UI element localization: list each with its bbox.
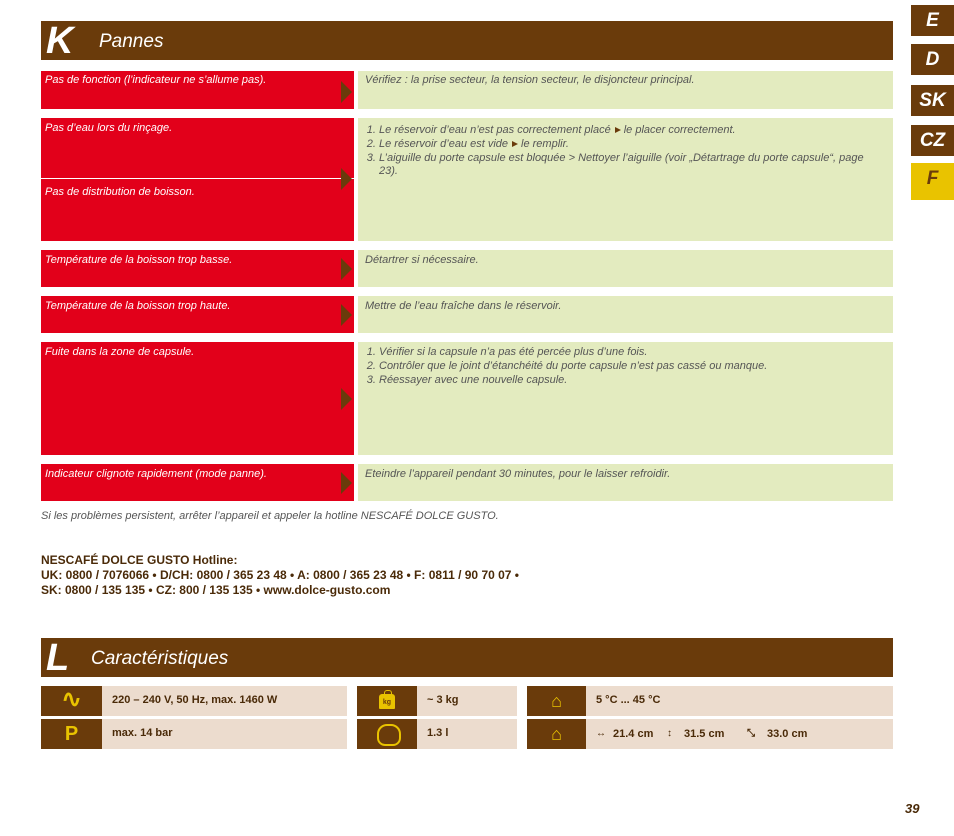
problem-text: Pas de distribution de boisson. [45,186,195,198]
width-icon: ↔ [596,728,606,739]
problem-text: Pas de fonction (l’indicateur ne s’allume pas). [45,74,267,86]
tab-f[interactable]: F [911,163,954,200]
note-text: Si les problèmes persistent, arrêter l’appareil et appeler la hotline NESCAFÉ DOLCE GUSTO. [41,510,499,522]
fault-problem [41,250,354,287]
problem-text: Indicateur clignote rapidement (mode panne). [45,468,267,480]
solution-list [365,124,885,179]
list-item: 1. Vérifier si la capsule n’a pas été percée plus d’une fois. [379,346,885,360]
solution-text: Eteindre l’appareil pendant 30 minutes, pour le laisser refroidir. [365,468,671,480]
arrow-icon [615,127,621,133]
list-item: 3. L’aiguille du porte capsule est bloquée > Nettoyer l’aiguille (voir „Détartrage du porte capsule“, page 23). [379,152,885,180]
spec-row-pressure [41,719,347,749]
height-icon: ↕ [667,728,672,739]
spec-depth: 33.0 cm [767,728,808,740]
fault-solution [358,342,893,455]
fault-problem [41,71,354,109]
spec-width: 21.4 cm [613,728,654,740]
solution-list [365,346,885,387]
spec-row-temperature [527,686,893,716]
tab-cz[interactable]: CZ [911,125,954,156]
problem-text: Pas d’eau lors du rinçage. [45,122,173,134]
fault-problem [41,296,354,333]
problem-text: Température de la boisson trop basse. [45,254,233,266]
fault-solution [358,118,893,241]
tab-e[interactable]: E [911,5,954,36]
tab-d[interactable]: D [911,44,954,75]
section-title: Caractéristiques [91,648,229,669]
ac-power-icon: ∿ [41,686,102,716]
fault-solution [358,464,893,501]
hotline-line: UK: 0800 / 7076066 • D/CH: 0800 / 365 23 48 • A: 0800 / 365 23 48 • F: 0811 / 90 70 07 • [41,568,520,582]
list-item: 3. Réessayer avec une nouvelle capsule. [379,374,885,388]
section-letter: L [46,637,70,679]
arrow-icon [341,81,352,103]
arrow-icon [512,141,518,147]
fault-problem [41,342,354,455]
arrow-icon [341,472,352,494]
arrow-icon [341,258,352,280]
problem-text: Fuite dans la zone de capsule. [45,346,195,358]
arrow-icon [341,168,352,190]
spec-height: 31.5 cm [684,728,725,740]
solution-text: Vérifiez : la prise secteur, la tension secteur, le disjoncteur principal. [365,74,695,86]
pressure-icon: P [41,719,102,749]
divider [41,178,354,179]
depth-icon: ⤡ [747,728,755,739]
spec-row-power [41,686,347,716]
section-title: Pannes [99,31,164,52]
spec-tank: 1.3 l [427,727,449,739]
list-item: 2. Contrôler que le joint d’étanchéité du porte capsule n’est pas cassé ou manque. [379,360,885,374]
machine-icon: ⌂ [527,719,586,749]
list-item: 2. Le réservoir d’eau est vide le remplir. [379,138,885,152]
arrow-icon [341,388,352,410]
fault-problem [41,464,354,501]
spec-power: 220 – 240 V, 50 Hz, max. 1460 W [112,694,278,706]
spec-row-tank [357,719,517,749]
section-k-header [41,21,893,60]
problem-text: Température de la boisson trop haute. [45,300,231,312]
section-letter: K [46,20,74,62]
solution-text: Détartrer si nécessaire. [365,254,479,266]
spec-pressure: max. 14 bar [112,727,173,739]
fault-solution [358,250,893,287]
section-l-header [41,638,893,677]
water-tank-icon [357,719,417,749]
hotline-title: NESCAFÉ DOLCE GUSTO Hotline: [41,553,238,567]
hotline-block [41,553,519,598]
spec-row-weight [357,686,517,716]
spec-weight: ~ 3 kg [427,694,459,706]
spec-row-dimensions [527,719,893,749]
fault-solution [358,71,893,109]
arrow-icon [341,304,352,326]
machine-thermometer-icon: ⌂ [527,686,586,716]
weight-icon: kg [357,686,417,716]
fault-problem [41,118,354,241]
page-number: 39 [905,801,920,816]
hotline-line: SK: 0800 / 135 135 • CZ: 800 / 135 135 • www.dolce-gusto.com [41,583,391,597]
solution-text: Mettre de l’eau fraîche dans le réservoir. [365,300,562,312]
tab-sk[interactable]: SK [911,85,954,116]
list-item: 1. Le réservoir d’eau n’est pas correctement placé le placer correctement. [379,124,885,138]
fault-solution [358,296,893,333]
spec-temperature: 5 °C ... 45 °C [596,694,661,706]
